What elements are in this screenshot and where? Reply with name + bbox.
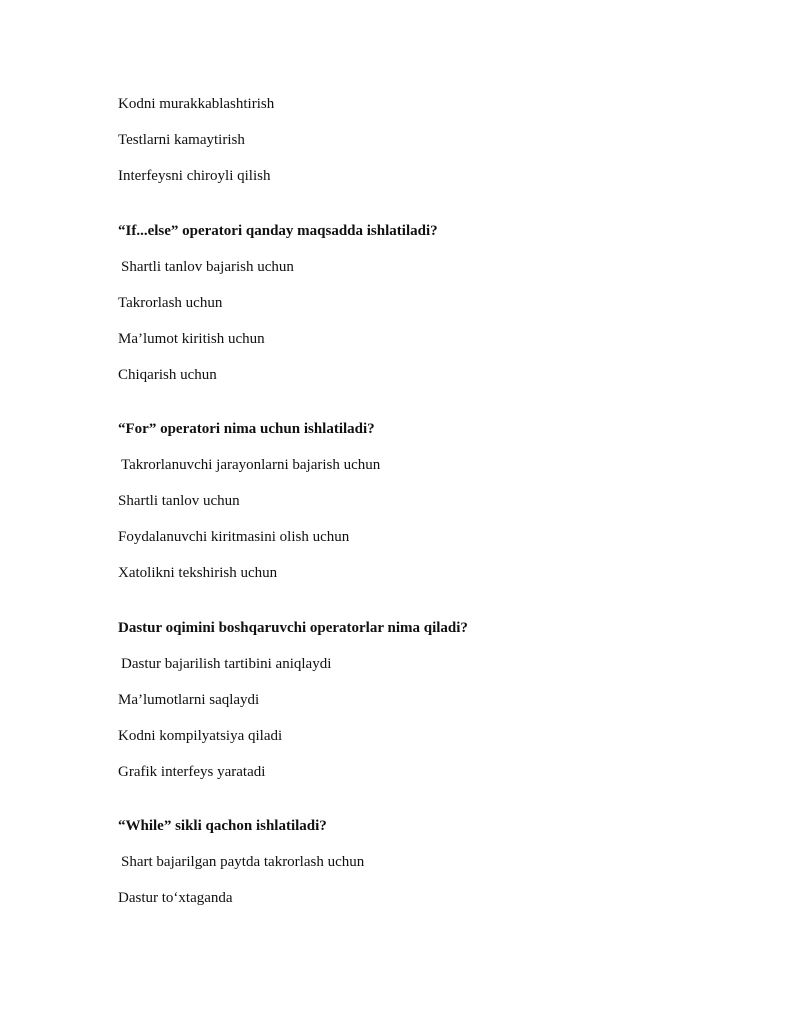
question-heading: “For” operatori nima uchun ishlatiladi?: [118, 421, 375, 437]
answer-option: Interfeysni chiroyli qilish: [118, 168, 271, 184]
question-heading: Dastur oqimini boshqaruvchi operatorlar nima qiladi?: [118, 620, 468, 636]
answer-option: Xatolikni tekshirish uchun: [118, 565, 278, 581]
answer-option: Grafik interfeys yaratadi: [118, 764, 266, 780]
answer-option: Takrorlash uchun: [118, 295, 223, 311]
answer-option: Kodni kompilyatsiya qiladi: [118, 728, 283, 744]
answer-option: Ma’lumot kiritish uchun: [118, 331, 265, 347]
answer-option: Dastur to‘xtaganda: [118, 890, 233, 906]
answer-option-correct: Takrorlanuvchi jarayonlarni bajarish uchun: [121, 457, 381, 473]
answer-option-correct: Shartli tanlov bajarish uchun: [121, 259, 294, 275]
answer-option: Testlarni kamaytirish: [118, 132, 245, 148]
answer-option: Shartli tanlov uchun: [118, 493, 240, 509]
question-heading: “While” sikli qachon ishlatiladi?: [118, 818, 327, 834]
answer-option: Ma’lumotlarni saqlaydi: [118, 692, 260, 708]
answer-option: Chiqarish uchun: [118, 367, 217, 383]
answer-option-correct: Dastur bajarilish tartibini aniqlaydi: [121, 656, 332, 672]
question-heading: “If...else” operatori qanday maqsadda ishlatiladi?: [118, 223, 438, 239]
answer-option: Foydalanuvchi kiritmasini olish uchun: [118, 529, 350, 545]
answer-option-correct: Shart bajarilgan paytda takrorlash uchun: [121, 854, 365, 870]
answer-option: Kodni murakkablashtirish: [118, 96, 275, 112]
